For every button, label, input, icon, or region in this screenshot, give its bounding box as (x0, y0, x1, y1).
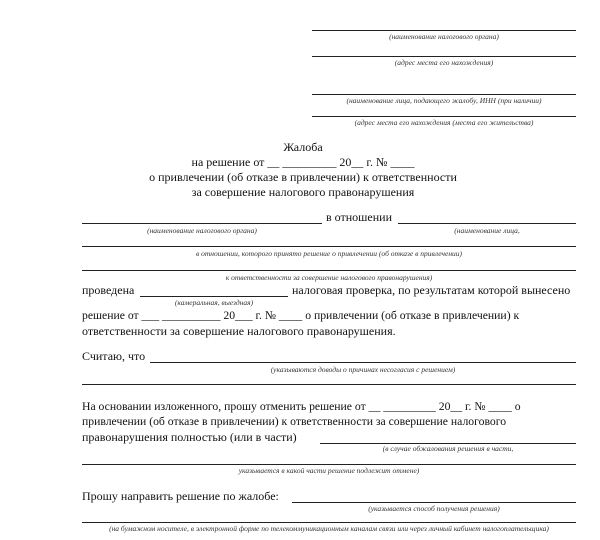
person-fill-line (398, 223, 576, 224)
title-offense: за совершение налогового правонарушения (191, 185, 415, 199)
complainant-hint: (наименование лица, подающего жалобу, ИНН (при наличии) (346, 96, 542, 105)
final-hint: (на бумажном носителе, в электронной форме по телекоммуникационным каналам связи или через личный кабинет налогоплательщика) (109, 524, 549, 533)
receipt-method-line (292, 502, 576, 503)
decision-subject-line (82, 246, 576, 247)
based-line-1: На основании изложенного, прошу отменить решение от __ _________ 20__ г. № ____ о (82, 400, 521, 413)
document-title: Жалоба (283, 140, 323, 154)
authority-hint: (наименование налогового органа) (147, 226, 257, 235)
complainant-address-line (312, 116, 576, 117)
complainant-address-hint: (адрес места его нахождения (места его жительства) (354, 118, 534, 127)
based-line-2: привлечении (об отказе в привлечении) к ответственности за совершение налогового (82, 415, 507, 428)
title-liability: о привлечении (об отказе в привлечении) к ответственности (149, 170, 457, 184)
part-fill-line (82, 464, 576, 465)
complainant-line (312, 94, 576, 95)
conducted-prefix: проведена (82, 283, 135, 297)
disagreement-hint: (указываются доводы о причинах несогласия с решением) (270, 365, 456, 374)
based-line-3: правонарушения полностью (или в части) (82, 430, 297, 444)
tax-authority-address-line (312, 56, 576, 57)
decision-line-1: решение от ___ __________ 20___ г. № ____ о привлечении (об отказе в привлечении) к (82, 309, 520, 322)
receipt-method-hint: (указывается способ получения решения) (368, 504, 500, 513)
authority-fill-line (82, 223, 322, 224)
liability-hint: к ответственности за совершение налогового правонарушения) (225, 273, 433, 282)
person-name-hint: (наименование лица, (454, 226, 520, 235)
partial-appeal-hint: (в случае обжалования решения в части, (382, 444, 514, 453)
in-relation-text: в отношении (326, 210, 393, 224)
conducted-suffix: налоговая проверка, по результатам которой вынесено (292, 283, 571, 297)
audit-type-hint: (камеральная, выездная) (174, 298, 254, 307)
tax-authority-hint: (наименование налогового органа) (389, 32, 499, 41)
believe-text: Считаю, что (82, 349, 146, 363)
liability-line (82, 270, 576, 271)
part-hint: указывается в какой части решение подлежит отмене) (238, 466, 420, 475)
decision-subject-hint: в отношении, которого принято решение о привлечении (об отказе в привлечении) (195, 249, 463, 258)
tax-authority-line (312, 30, 576, 31)
believe-fill-line-2 (82, 384, 576, 385)
send-request-text: Прошу направить решение по жалобе: (82, 489, 279, 503)
audit-type-line (140, 296, 288, 297)
decision-line-2: ответственности за совершение налогового правонарушения. (82, 324, 396, 338)
title-decision-date: на решение от __ _________ 20__ г. № ____ (191, 155, 415, 169)
believe-fill-line (150, 362, 576, 363)
tax-authority-address-hint: (адрес места его нахождения) (394, 58, 494, 67)
final-fill-line (82, 522, 576, 523)
